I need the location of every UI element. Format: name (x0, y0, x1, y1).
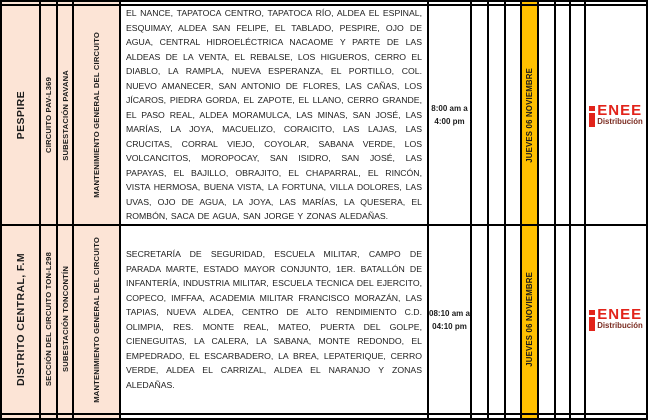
spacer-cell (472, 6, 487, 224)
spacer-cell (539, 226, 554, 413)
row2-maintenance-cell (74, 226, 119, 413)
cutoff-cell (41, 2, 56, 4)
zone-label: PESPIRE (14, 90, 27, 140)
cutoff-cell (2, 415, 39, 418)
maintenance-label: MANTENIMIENTO GENERAL DEL CIRCUITO (92, 236, 101, 403)
date-label: JUEVES 06 NOVIEMBRE (525, 67, 534, 163)
row1-date-cell (522, 6, 537, 224)
enee-distribucion-label: Distribución (597, 116, 643, 126)
row1-logo-cell (586, 6, 646, 224)
spacer-cell (539, 6, 554, 224)
spacer-cell (556, 6, 569, 224)
cutoff-cell (429, 2, 470, 4)
date-label: JUEVES 06 NOVIEMBRE (525, 272, 534, 367)
spacer-cell (506, 6, 520, 224)
time-start: 8:00 am a (431, 104, 468, 113)
cutoff-cell (522, 2, 537, 4)
cutoff-cell (74, 2, 119, 4)
row2-date-cell (522, 226, 537, 413)
time-start: 08:10 am a (429, 308, 470, 318)
row2-substation-cell (58, 226, 72, 413)
areas-text: SECRETARÍA DE SEGURIDAD, ESCUELA MILITAR, CAMPO DE PARADA MARTE, ESTADO MAYOR CONJUNTO, 1ER. BATALLÓN DE INFANTERÍA, INDUSTRIA MILITAR, ESCUELA TECNICA DEL EJERCITO, COPECO, IMFFAA, ACADEMIA MILITAR FRANCISCO MORAZÁN, LAS TAPIAS, NUEVA ALDEA, CENTRO DE ALTO RENDIMIENTO C.D. OLIMPIA, RES. MONTE REAL, MATEO, PUERTA DEL GOLPE, CIENEGUITAS, LA CALERA, LA SABANA, MONTE REDONDO, EL EMPEDRADO, EL ESCARBADERO, LA BREA, LEPATERIQUE, CERRO VERDE, ALDEA EL CARRIZAL, ALDEA EL NARANJO Y ZONAS ALEDAÑAS. (126, 249, 422, 390)
spacer-cell (571, 226, 584, 413)
spacer-cell (489, 226, 504, 413)
enee-flag-icon (589, 308, 595, 331)
cutoff-cell (121, 415, 427, 418)
areas-text: EL NANCE, TAPATOCA CENTRO, TAPATOCA RÍO, ALDEA EL ESPINAL, ESQUIMAY, ALDEA SAN FELIPE, EL TABLADO, PESPIRE, OJO DE AGUA, CENTRAL HIDROELÉCTRICA NACAOME Y PARTE DE LAS ALDEAS DE LA VENTA, EL REBALSE, LOS HIGUEROS, CERRO EL DIABLO, LA RAMPLA, NUEVA ESPERANZA, EL PORTILLO, COL. NUEVO AMANECER, SAN ANTONIO DE FLORES, LAS CAÑAS, LOS JÍCAROS, PIEDRA GORDA, EL ZAPOTE, EL LLANO, CERRO GRANDE, EL PASO REAL, ALDEA MORAMULCA, LAS MINAS, SAN JOSÉ, LAS MARÍAS, LA JOYA, MACUELIZO, CORAICITO, LAS LAJAS, LAS CRUCITAS, CORRAL VIEJO, COYOLAR, SABANA VERDE, LOS VOLCANCITOS, MOROPOCAY, SAN ISIDRO, SAN JOSÉ, LAS PAPAYAS, EL BAJILLO, OBRAJITO, EL CHAPARRAL, EL RINCÓN, VISTA HERMOSA, BUENA VISTA, LA FORTUNA, VILLA DOLORES, LAS UVAS, OJO DE AGUA, LA JOYA, LAS MARÍAS, LA QUESERA, EL ROMBÓN, SACA DE AGUA, SAN JORGE Y ZONAS ALEDAÑAS. (126, 8, 422, 222)
circuit-label: SECCIÓN DEL CIRCUITO TON-L298 (44, 252, 53, 387)
cutoff-cell (472, 2, 487, 4)
cutoff-cell (58, 415, 72, 418)
spacer-cell (506, 226, 520, 413)
spacer-cell (556, 226, 569, 413)
cutoff-cell (472, 415, 487, 418)
enee-flag-icon (589, 104, 595, 127)
cutoff-cell (522, 415, 537, 418)
time-end: 4:00 pm (434, 117, 465, 126)
cutoff-cell (121, 2, 427, 4)
spacer-cell (472, 226, 487, 413)
row2-zone-cell (2, 226, 39, 413)
cutoff-cell (2, 2, 39, 4)
time-end: 04:10 pm (432, 321, 467, 331)
spacer-cell (571, 6, 584, 224)
cutoff-cell (556, 2, 569, 4)
circuit-label: CIRCUITO PAV-L369 (44, 77, 53, 153)
row1-areas-cell (121, 6, 427, 224)
enee-distribucion-label: Distribución (597, 321, 643, 330)
row1-zone-cell (2, 6, 39, 224)
cutoff-cell (429, 415, 470, 418)
cutoff-cell (41, 415, 56, 418)
cutoff-cell (489, 2, 504, 4)
row1-maintenance-cell (74, 6, 119, 224)
cutoff-cell (571, 415, 584, 418)
cutoff-cell (489, 415, 504, 418)
spacer-cell (489, 6, 504, 224)
enee-wordmark: ENEE (597, 101, 643, 119)
row1-time-cell (429, 6, 470, 224)
enee-wordmark: ENEE (597, 306, 643, 323)
cutoff-cell (556, 415, 569, 418)
maintenance-label: MANTENIMIENTO GENERAL DEL CIRCUITO (92, 32, 101, 198)
cutoff-cell (506, 2, 520, 4)
substation-label: SUBESTACIÓN TONCONTÍN (60, 266, 70, 373)
cutoff-cell (586, 415, 646, 418)
cutoff-cell (506, 415, 520, 418)
cutoff-cell (571, 2, 584, 4)
cutoff-cell (58, 2, 72, 4)
enee-logo (589, 308, 642, 331)
enee-logo (589, 101, 643, 127)
row2-time-cell (429, 226, 470, 413)
substation-label: SUBESTACIÓN PAVANA (60, 69, 70, 161)
zone-label: DISTRITO CENTRAL, F.M (14, 252, 27, 387)
cutoff-cell (539, 415, 554, 418)
row2-circuit-cell (41, 226, 56, 413)
row2-logo-cell (586, 226, 646, 413)
row2-areas-cell (121, 226, 427, 413)
cutoff-cell (539, 2, 554, 4)
row1-circuit-cell (41, 6, 56, 224)
cutoff-cell (74, 415, 119, 418)
cutoff-cell (586, 2, 646, 4)
row1-substation-cell (58, 6, 72, 224)
